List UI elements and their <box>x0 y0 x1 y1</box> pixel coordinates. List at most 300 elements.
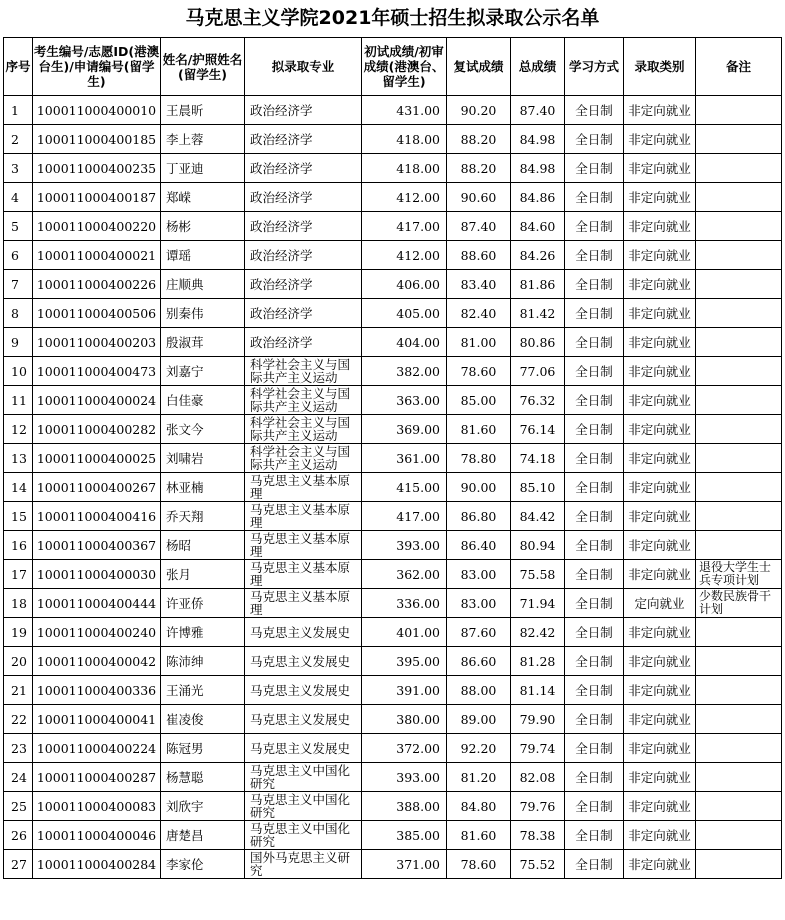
cell-major: 马克思主义基本原理 <box>245 473 362 502</box>
table-row <box>4 444 782 473</box>
page-title: 马克思主义学院2021年硕士招生拟录取公示名单 <box>185 7 600 29</box>
cell-major: 马克思主义基本原理 <box>245 502 362 531</box>
cell-category: 非定向就业 <box>624 676 696 705</box>
cell-note <box>696 270 782 299</box>
cell-seq: 1 <box>4 96 33 125</box>
cell-note: 少数民族骨干计划 <box>696 589 782 618</box>
cell-study-mode: 全日制 <box>565 444 624 473</box>
cell-initial-score: 431.00 <box>362 96 447 125</box>
cell-major: 政治经济学 <box>245 125 362 154</box>
cell-retest-score: 90.00 <box>447 473 511 502</box>
cell-name: 别秦伟 <box>161 299 245 328</box>
cell-initial-score: 393.00 <box>362 531 447 560</box>
cell-initial-score: 388.00 <box>362 792 447 821</box>
cell-retest-score: 81.00 <box>447 328 511 357</box>
cell-seq: 27 <box>4 850 33 879</box>
cell-category: 非定向就业 <box>624 328 696 357</box>
cell-major: 马克思主义中国化研究 <box>245 821 362 850</box>
cell-seq: 22 <box>4 705 33 734</box>
cell-retest-score: 90.60 <box>447 183 511 212</box>
table-row <box>4 415 782 444</box>
header-category: 录取类别 <box>624 38 696 96</box>
cell-retest-score: 86.40 <box>447 531 511 560</box>
cell-study-mode: 全日制 <box>565 705 624 734</box>
header-initial-score: 初试成绩/初审成绩(港澳台、留学生) <box>362 38 447 96</box>
cell-id: 100011000400021 <box>33 241 161 270</box>
cell-initial-score: 382.00 <box>362 357 447 386</box>
cell-category: 非定向就业 <box>624 647 696 676</box>
cell-total-score: 75.58 <box>511 560 565 589</box>
cell-note <box>696 531 782 560</box>
cell-name: 庄顺典 <box>161 270 245 299</box>
cell-major: 政治经济学 <box>245 183 362 212</box>
cell-study-mode: 全日制 <box>565 183 624 212</box>
cell-note <box>696 618 782 647</box>
table-row <box>4 560 782 589</box>
cell-category: 非定向就业 <box>624 386 696 415</box>
cell-total-score: 79.76 <box>511 792 565 821</box>
cell-initial-score: 391.00 <box>362 676 447 705</box>
cell-id: 100011000400224 <box>33 734 161 763</box>
cell-initial-score: 385.00 <box>362 821 447 850</box>
cell-category: 非定向就业 <box>624 125 696 154</box>
cell-study-mode: 全日制 <box>565 328 624 357</box>
cell-name: 杨慧聪 <box>161 763 245 792</box>
cell-name: 白佳豪 <box>161 386 245 415</box>
cell-retest-score: 78.60 <box>447 357 511 386</box>
cell-name: 许博雅 <box>161 618 245 647</box>
cell-note <box>696 502 782 531</box>
cell-study-mode: 全日制 <box>565 589 624 618</box>
cell-total-score: 85.10 <box>511 473 565 502</box>
cell-note <box>696 444 782 473</box>
cell-name: 杨昭 <box>161 531 245 560</box>
cell-id: 100011000400083 <box>33 792 161 821</box>
cell-retest-score: 83.00 <box>447 589 511 618</box>
cell-id: 100011000400041 <box>33 705 161 734</box>
cell-seq: 14 <box>4 473 33 502</box>
cell-seq: 25 <box>4 792 33 821</box>
cell-id: 100011000400024 <box>33 386 161 415</box>
cell-retest-score: 81.60 <box>447 821 511 850</box>
header-name: 姓名/护照姓名(留学生) <box>161 38 245 96</box>
cell-study-mode: 全日制 <box>565 270 624 299</box>
cell-category: 非定向就业 <box>624 154 696 183</box>
cell-seq: 21 <box>4 676 33 705</box>
cell-id: 100011000400444 <box>33 589 161 618</box>
cell-id: 100011000400284 <box>33 850 161 879</box>
cell-total-score: 84.60 <box>511 212 565 241</box>
cell-total-score: 77.06 <box>511 357 565 386</box>
cell-total-score: 84.98 <box>511 154 565 183</box>
cell-major: 科学社会主义与国际共产主义运动 <box>245 444 362 473</box>
cell-study-mode: 全日制 <box>565 473 624 502</box>
table-row <box>4 502 782 531</box>
cell-id: 100011000400046 <box>33 821 161 850</box>
cell-name: 谭瑶 <box>161 241 245 270</box>
cell-total-score: 81.42 <box>511 299 565 328</box>
cell-total-score: 81.28 <box>511 647 565 676</box>
table-row <box>4 241 782 270</box>
cell-id: 100011000400226 <box>33 270 161 299</box>
cell-seq: 13 <box>4 444 33 473</box>
cell-name: 刘啸岩 <box>161 444 245 473</box>
cell-seq: 3 <box>4 154 33 183</box>
cell-id: 100011000400282 <box>33 415 161 444</box>
cell-id: 100011000400367 <box>33 531 161 560</box>
header-retest-score: 复试成绩 <box>447 38 511 96</box>
cell-total-score: 81.86 <box>511 270 565 299</box>
cell-retest-score: 90.20 <box>447 96 511 125</box>
cell-id: 100011000400203 <box>33 328 161 357</box>
cell-major: 马克思主义发展史 <box>245 647 362 676</box>
table-row <box>4 821 782 850</box>
cell-seq: 6 <box>4 241 33 270</box>
cell-total-score: 76.32 <box>511 386 565 415</box>
cell-initial-score: 417.00 <box>362 502 447 531</box>
cell-category: 非定向就业 <box>624 560 696 589</box>
cell-initial-score: 369.00 <box>362 415 447 444</box>
cell-note <box>696 734 782 763</box>
cell-total-score: 84.86 <box>511 183 565 212</box>
cell-name: 陈沛绅 <box>161 647 245 676</box>
cell-initial-score: 372.00 <box>362 734 447 763</box>
cell-category: 非定向就业 <box>624 357 696 386</box>
cell-id: 100011000400025 <box>33 444 161 473</box>
cell-study-mode: 全日制 <box>565 357 624 386</box>
cell-retest-score: 82.40 <box>447 299 511 328</box>
cell-retest-score: 85.00 <box>447 386 511 415</box>
cell-note <box>696 647 782 676</box>
cell-total-score: 81.14 <box>511 676 565 705</box>
cell-major: 马克思主义中国化研究 <box>245 763 362 792</box>
cell-name: 林亚楠 <box>161 473 245 502</box>
cell-seq: 24 <box>4 763 33 792</box>
cell-note <box>696 212 782 241</box>
cell-seq: 10 <box>4 357 33 386</box>
cell-seq: 12 <box>4 415 33 444</box>
cell-initial-score: 418.00 <box>362 125 447 154</box>
cell-initial-score: 361.00 <box>362 444 447 473</box>
cell-note <box>696 473 782 502</box>
cell-major: 科学社会主义与国际共产主义运动 <box>245 386 362 415</box>
header-total-score: 总成绩 <box>511 38 565 96</box>
cell-initial-score: 371.00 <box>362 850 447 879</box>
cell-initial-score: 415.00 <box>362 473 447 502</box>
cell-seq: 2 <box>4 125 33 154</box>
table-row <box>4 96 782 125</box>
cell-major: 马克思主义基本原理 <box>245 589 362 618</box>
cell-initial-score: 412.00 <box>362 241 447 270</box>
cell-id: 100011000400220 <box>33 212 161 241</box>
cell-retest-score: 86.60 <box>447 647 511 676</box>
cell-major: 政治经济学 <box>245 299 362 328</box>
cell-note <box>696 125 782 154</box>
cell-category: 非定向就业 <box>624 415 696 444</box>
header-major: 拟录取专业 <box>245 38 362 96</box>
cell-name: 张文今 <box>161 415 245 444</box>
cell-retest-score: 88.20 <box>447 125 511 154</box>
cell-category: 非定向就业 <box>624 502 696 531</box>
cell-seq: 8 <box>4 299 33 328</box>
cell-name: 崔凌俊 <box>161 705 245 734</box>
table-row <box>4 473 782 502</box>
cell-study-mode: 全日制 <box>565 531 624 560</box>
cell-major: 政治经济学 <box>245 241 362 270</box>
header-study-mode: 学习方式 <box>565 38 624 96</box>
cell-note <box>696 357 782 386</box>
cell-study-mode: 全日制 <box>565 154 624 183</box>
cell-note <box>696 792 782 821</box>
cell-category: 非定向就业 <box>624 444 696 473</box>
cell-major: 政治经济学 <box>245 328 362 357</box>
cell-major: 政治经济学 <box>245 270 362 299</box>
cell-name: 杨彬 <box>161 212 245 241</box>
cell-total-score: 80.86 <box>511 328 565 357</box>
cell-id: 100011000400287 <box>33 763 161 792</box>
cell-study-mode: 全日制 <box>565 299 624 328</box>
cell-retest-score: 78.80 <box>447 444 511 473</box>
cell-id: 100011000400030 <box>33 560 161 589</box>
cell-study-mode: 全日制 <box>565 502 624 531</box>
cell-seq: 26 <box>4 821 33 850</box>
cell-name: 李家伦 <box>161 850 245 879</box>
cell-name: 王晨昕 <box>161 96 245 125</box>
cell-category: 非定向就业 <box>624 734 696 763</box>
cell-name: 郑嵘 <box>161 183 245 212</box>
cell-category: 非定向就业 <box>624 850 696 879</box>
cell-name: 张月 <box>161 560 245 589</box>
cell-retest-score: 78.60 <box>447 850 511 879</box>
cell-id: 100011000400010 <box>33 96 161 125</box>
cell-initial-score: 417.00 <box>362 212 447 241</box>
cell-id: 100011000400240 <box>33 618 161 647</box>
table-row <box>4 531 782 560</box>
cell-note <box>696 821 782 850</box>
cell-total-score: 84.42 <box>511 502 565 531</box>
table-row <box>4 647 782 676</box>
table-row <box>4 792 782 821</box>
cell-name: 刘欣宇 <box>161 792 245 821</box>
cell-category: 非定向就业 <box>624 183 696 212</box>
table-row <box>4 328 782 357</box>
cell-study-mode: 全日制 <box>565 734 624 763</box>
cell-total-score: 82.42 <box>511 618 565 647</box>
cell-initial-score: 362.00 <box>362 560 447 589</box>
cell-seq: 19 <box>4 618 33 647</box>
cell-seq: 16 <box>4 531 33 560</box>
cell-study-mode: 全日制 <box>565 212 624 241</box>
cell-category: 非定向就业 <box>624 212 696 241</box>
cell-retest-score: 89.00 <box>447 705 511 734</box>
cell-study-mode: 全日制 <box>565 415 624 444</box>
cell-major: 政治经济学 <box>245 96 362 125</box>
cell-major: 马克思主义发展史 <box>245 734 362 763</box>
table-row <box>4 212 782 241</box>
cell-retest-score: 87.60 <box>447 618 511 647</box>
cell-category: 非定向就业 <box>624 531 696 560</box>
cell-note <box>696 96 782 125</box>
cell-total-score: 79.74 <box>511 734 565 763</box>
cell-note <box>696 386 782 415</box>
cell-seq: 11 <box>4 386 33 415</box>
cell-initial-score: 404.00 <box>362 328 447 357</box>
cell-note <box>696 850 782 879</box>
cell-seq: 5 <box>4 212 33 241</box>
cell-note <box>696 154 782 183</box>
cell-note <box>696 676 782 705</box>
table-row <box>4 676 782 705</box>
cell-retest-score: 87.40 <box>447 212 511 241</box>
cell-category: 非定向就业 <box>624 618 696 647</box>
cell-study-mode: 全日制 <box>565 618 624 647</box>
cell-initial-score: 406.00 <box>362 270 447 299</box>
cell-study-mode: 全日制 <box>565 647 624 676</box>
cell-study-mode: 全日制 <box>565 850 624 879</box>
table-row <box>4 734 782 763</box>
cell-id: 100011000400506 <box>33 299 161 328</box>
cell-major: 国外马克思主义研究 <box>245 850 362 879</box>
cell-name: 许亚侨 <box>161 589 245 618</box>
cell-initial-score: 336.00 <box>362 589 447 618</box>
cell-note <box>696 328 782 357</box>
cell-name: 李上蓉 <box>161 125 245 154</box>
cell-total-score: 84.98 <box>511 125 565 154</box>
header-note: 备注 <box>696 38 782 96</box>
cell-initial-score: 363.00 <box>362 386 447 415</box>
cell-seq: 23 <box>4 734 33 763</box>
cell-category: 非定向就业 <box>624 96 696 125</box>
cell-retest-score: 88.20 <box>447 154 511 183</box>
cell-study-mode: 全日制 <box>565 763 624 792</box>
cell-major: 马克思主义发展史 <box>245 618 362 647</box>
cell-id: 100011000400267 <box>33 473 161 502</box>
cell-seq: 4 <box>4 183 33 212</box>
admission-table <box>3 37 782 879</box>
cell-note: 退役大学生士兵专项计划 <box>696 560 782 589</box>
cell-name: 刘嘉宁 <box>161 357 245 386</box>
cell-total-score: 78.38 <box>511 821 565 850</box>
table-row <box>4 705 782 734</box>
cell-name: 陈冠男 <box>161 734 245 763</box>
cell-category: 非定向就业 <box>624 270 696 299</box>
table-row <box>4 270 782 299</box>
cell-note <box>696 763 782 792</box>
table-row <box>4 386 782 415</box>
cell-retest-score: 83.40 <box>447 270 511 299</box>
cell-major: 政治经济学 <box>245 212 362 241</box>
cell-retest-score: 92.20 <box>447 734 511 763</box>
cell-study-mode: 全日制 <box>565 386 624 415</box>
cell-note <box>696 241 782 270</box>
cell-study-mode: 全日制 <box>565 125 624 154</box>
cell-id: 100011000400336 <box>33 676 161 705</box>
table-row <box>4 154 782 183</box>
cell-note <box>696 299 782 328</box>
cell-total-score: 87.40 <box>511 96 565 125</box>
cell-study-mode: 全日制 <box>565 792 624 821</box>
cell-retest-score: 88.60 <box>447 241 511 270</box>
cell-study-mode: 全日制 <box>565 241 624 270</box>
cell-seq: 7 <box>4 270 33 299</box>
cell-seq: 18 <box>4 589 33 618</box>
cell-total-score: 84.26 <box>511 241 565 270</box>
table-row <box>4 618 782 647</box>
table-row <box>4 850 782 879</box>
cell-study-mode: 全日制 <box>565 676 624 705</box>
table-row <box>4 183 782 212</box>
cell-major: 马克思主义基本原理 <box>245 531 362 560</box>
cell-note <box>696 705 782 734</box>
table-row <box>4 299 782 328</box>
cell-id: 100011000400416 <box>33 502 161 531</box>
cell-note <box>696 183 782 212</box>
cell-category: 定向就业 <box>624 589 696 618</box>
cell-id: 100011000400042 <box>33 647 161 676</box>
cell-name: 乔天翔 <box>161 502 245 531</box>
cell-category: 非定向就业 <box>624 821 696 850</box>
cell-total-score: 71.94 <box>511 589 565 618</box>
cell-total-score: 74.18 <box>511 444 565 473</box>
cell-major: 马克思主义发展史 <box>245 676 362 705</box>
cell-total-score: 79.90 <box>511 705 565 734</box>
header-id: 考生编号/志愿ID(港澳台生)/申请编号(留学生) <box>33 38 161 96</box>
cell-major: 政治经济学 <box>245 154 362 183</box>
cell-retest-score: 88.00 <box>447 676 511 705</box>
cell-initial-score: 380.00 <box>362 705 447 734</box>
header-row <box>4 38 782 96</box>
table-row <box>4 125 782 154</box>
cell-major: 马克思主义发展史 <box>245 705 362 734</box>
header-seq: 序号 <box>4 38 33 96</box>
cell-name: 唐楚昌 <box>161 821 245 850</box>
cell-retest-score: 83.00 <box>447 560 511 589</box>
cell-id: 100011000400473 <box>33 357 161 386</box>
cell-category: 非定向就业 <box>624 705 696 734</box>
cell-initial-score: 401.00 <box>362 618 447 647</box>
cell-total-score: 80.94 <box>511 531 565 560</box>
cell-name: 丁亚迪 <box>161 154 245 183</box>
cell-study-mode: 全日制 <box>565 96 624 125</box>
cell-initial-score: 393.00 <box>362 763 447 792</box>
cell-initial-score: 418.00 <box>362 154 447 183</box>
cell-note <box>696 415 782 444</box>
cell-category: 非定向就业 <box>624 792 696 821</box>
table-row <box>4 589 782 618</box>
cell-retest-score: 81.60 <box>447 415 511 444</box>
cell-retest-score: 84.80 <box>447 792 511 821</box>
cell-major: 马克思主义基本原理 <box>245 560 362 589</box>
table-row <box>4 357 782 386</box>
cell-retest-score: 81.20 <box>447 763 511 792</box>
cell-seq: 9 <box>4 328 33 357</box>
cell-study-mode: 全日制 <box>565 560 624 589</box>
cell-id: 100011000400185 <box>33 125 161 154</box>
cell-seq: 20 <box>4 647 33 676</box>
cell-name: 王涌光 <box>161 676 245 705</box>
cell-seq: 15 <box>4 502 33 531</box>
table-row <box>4 763 782 792</box>
cell-study-mode: 全日制 <box>565 821 624 850</box>
cell-total-score: 76.14 <box>511 415 565 444</box>
cell-total-score: 82.08 <box>511 763 565 792</box>
cell-total-score: 75.52 <box>511 850 565 879</box>
cell-category: 非定向就业 <box>624 763 696 792</box>
cell-major: 科学社会主义与国际共产主义运动 <box>245 357 362 386</box>
cell-category: 非定向就业 <box>624 241 696 270</box>
cell-seq: 17 <box>4 560 33 589</box>
cell-retest-score: 86.80 <box>447 502 511 531</box>
